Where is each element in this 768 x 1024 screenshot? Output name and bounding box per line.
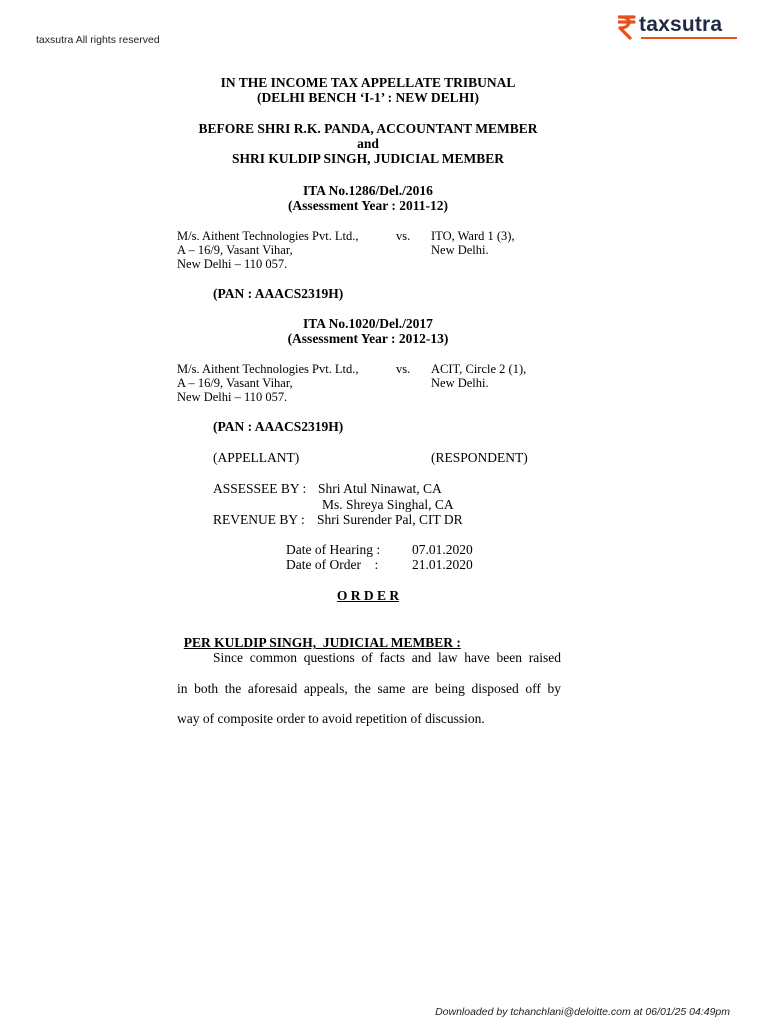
appellant-address: A – 16/9, Vasant Vihar, (177, 376, 293, 390)
taxsutra-logo (618, 12, 736, 40)
assessment-year: (Assessment Year : 2011-12) (287, 198, 449, 213)
appellant-city: New Delhi – 110 057. (177, 257, 288, 271)
bench-title: (DELHI BENCH ‘I-1’ : NEW DELHI) (257, 90, 479, 105)
assessee-counsel: Ms. Shreya Singhal, CA (322, 497, 454, 512)
case-number: ITA No.1020/Del./2017 (303, 316, 433, 331)
revenue-by-label: REVENUE BY : (213, 512, 305, 527)
logo-underline (641, 37, 737, 39)
appellant-city: New Delhi – 110 057. (177, 390, 288, 404)
pan-number: (PAN : AAACS2319H) (213, 419, 344, 434)
respondent-role: (RESPONDENT) (431, 450, 528, 465)
revenue-counsel: Shri Surender Pal, CIT DR (317, 512, 463, 527)
hearing-date: 07.01.2020 (412, 542, 473, 557)
assessment-year: (Assessment Year : 2012-13) (287, 331, 449, 346)
order-paragraph-line: in both the aforesaid appeals, the same are being disposed off by (177, 681, 561, 696)
rupee-logo-icon (618, 14, 636, 40)
order-heading-text: O R D E R (336, 588, 400, 603)
appellant-address: A – 16/9, Vasant Vihar, (177, 243, 293, 257)
copyright-notice: taxsutra All rights reserved (36, 34, 160, 46)
hearing-date-label: Date of Hearing : (286, 542, 381, 557)
per-member-text: PER KULDIP SINGH, JUDICIAL MEMBER : (183, 635, 461, 650)
and-text: and (357, 136, 379, 151)
order-date: 21.01.2020 (412, 557, 473, 572)
appellant-name: M/s. Aithent Technologies Pvt. Ltd., (177, 229, 359, 243)
order-paragraph-line: way of composite order to avoid repetition of discussion. (177, 711, 485, 726)
download-notice: Downloaded by tchanchlani@deloitte.com at 06/01/25 04:49pm (435, 1006, 730, 1018)
respondent-name: ITO, Ward 1 (3), (431, 229, 515, 243)
order-heading (0, 588, 736, 603)
respondent-city: New Delhi. (431, 376, 489, 390)
order-paragraph-line: Since common questions of facts and law have been raised (213, 650, 561, 665)
tribunal-title: IN THE INCOME TAX APPELLATE TRIBUNAL (220, 75, 516, 90)
versus: vs. (396, 362, 411, 376)
assessee-counsel: Shri Atul Ninawat, CA (318, 481, 442, 496)
appellant-role: (APPELLANT) (213, 450, 300, 465)
respondent-name: ACIT, Circle 2 (1), (431, 362, 527, 376)
case-number: ITA No.1286/Del./2016 (303, 183, 433, 198)
order-date-label: Date of Order : (286, 557, 379, 572)
respondent-city: New Delhi. (431, 243, 489, 257)
appellant-name: M/s. Aithent Technologies Pvt. Ltd., (177, 362, 359, 376)
per-member-heading (177, 619, 461, 651)
versus: vs. (396, 229, 411, 243)
logo-text: taxsutra (639, 13, 723, 36)
assessee-by-label: ASSESSEE BY : (213, 481, 307, 496)
before-member: BEFORE SHRI R.K. PANDA, ACCOUNTANT MEMBER (198, 121, 538, 136)
pan-number: (PAN : AAACS2319H) (213, 286, 344, 301)
judicial-member: SHRI KULDIP SINGH, JUDICIAL MEMBER (232, 151, 504, 166)
